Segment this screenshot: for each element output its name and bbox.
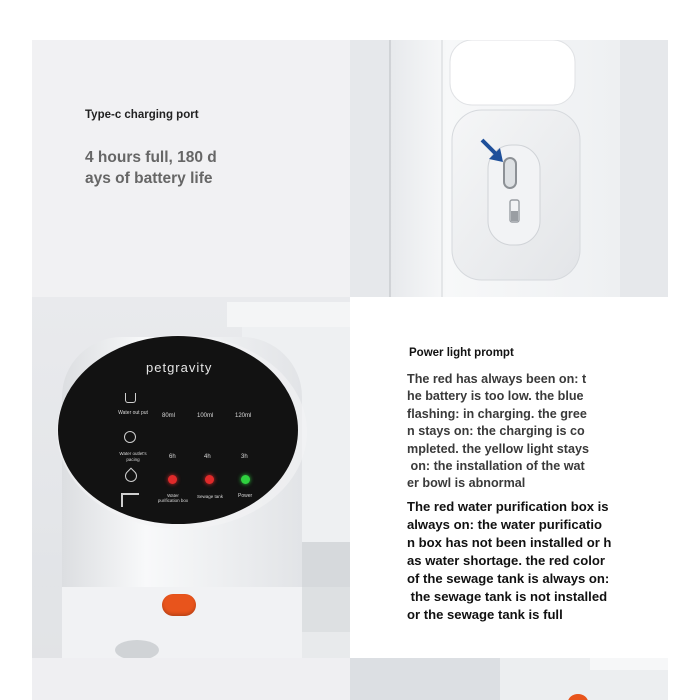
bottom-photo-illustration: [350, 658, 668, 700]
release-button[interactable]: [162, 594, 196, 616]
filter-icon: [121, 493, 139, 507]
purification-box-label: Water purification box: [157, 493, 189, 503]
power-light-paragraph: The red has always been on: t he battery is too low. the blue flashing: in charging. the gree n stays on: the charging is co mpleted. the yellow light stays on: the installation of the wat er bowl is abnormal: [407, 372, 589, 491]
charging-port-text-panel: [32, 40, 350, 297]
pacing-option-2: 4h: [204, 454, 211, 460]
pacing-option-1: 6h: [169, 454, 176, 460]
power-label: Power: [238, 493, 253, 499]
indicator-paragraph: The red water purification box is always on: the water purificatio n box has not been installed or h as water shortage. the red color of the sewage tank is always on: the sewage tank is not installed or the sewage tank is full: [407, 499, 612, 622]
sewage-tank-label: Sewage tank: [197, 494, 224, 499]
power-light-heading: Power light prompt: [409, 347, 514, 359]
water-drop-icon: [125, 393, 136, 403]
device-front-photo: [32, 297, 350, 658]
water-output-label: Water out put: [118, 410, 148, 416]
clock-icon: [124, 431, 136, 443]
power-led: [241, 475, 250, 484]
power-light-text-panel: [350, 297, 668, 658]
sewage-tank-led: [205, 475, 214, 484]
battery-life-text: 4 hours full, 180 d ays of battery life: [85, 149, 217, 187]
charging-port-illustration: [350, 40, 668, 297]
brand-logo: petgravity: [146, 360, 213, 375]
output-option-1: 80ml: [162, 413, 176, 419]
output-option-3: 120ml: [235, 413, 252, 419]
purification-box-led: [168, 475, 177, 484]
charging-port-heading: Type-c charging port: [85, 109, 199, 121]
output-option-2: 100ml: [197, 413, 214, 419]
bottom-right-photo: [350, 658, 668, 700]
charging-port-photo: [350, 40, 668, 297]
pacing-option-3: 3h: [241, 454, 248, 460]
bottom-left-panel: [32, 658, 350, 700]
water-pacing-label: Water outlet's pacing: [119, 451, 147, 462]
